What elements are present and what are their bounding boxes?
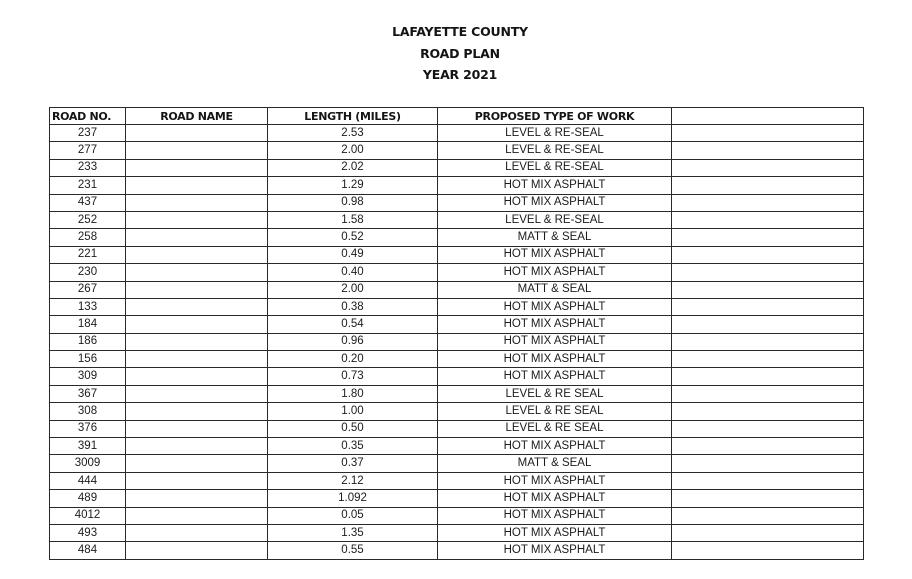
- table-row: [50, 211, 864, 228]
- cell-work-type: LEVEL & RE-SEAL: [438, 211, 672, 228]
- table-row: [50, 229, 864, 246]
- cell-road-name: [126, 159, 268, 176]
- cell-length: 0.50: [268, 420, 438, 437]
- cell-road-name: [126, 281, 268, 298]
- cell-work-type: MATT & SEAL: [438, 281, 672, 298]
- cell-blank: [672, 455, 864, 472]
- cell-blank: [672, 246, 864, 263]
- table-row: [50, 159, 864, 176]
- table-row: [50, 472, 864, 489]
- cell-blank: [672, 229, 864, 246]
- table-row: [50, 490, 864, 507]
- cell-road-name: [126, 472, 268, 489]
- cell-length: 2.02: [268, 159, 438, 176]
- document-title-plan: ROAD PLAN: [420, 46, 500, 61]
- cell-blank: [672, 333, 864, 350]
- cell-work-type: LEVEL & RE SEAL: [438, 385, 672, 402]
- cell-work-type: HOT MIX ASPHALT: [438, 507, 672, 524]
- header-road-name: ROAD NAME: [126, 108, 268, 125]
- cell-road-no: 133: [50, 298, 126, 315]
- table-body: [50, 125, 864, 560]
- cell-road-name: [126, 177, 268, 194]
- cell-work-type: HOT MIX ASPHALT: [438, 438, 672, 455]
- document-title-county: LAFAYETTE COUNTY: [392, 24, 528, 39]
- cell-road-no: 258: [50, 229, 126, 246]
- cell-blank: [672, 177, 864, 194]
- table-row: [50, 524, 864, 541]
- cell-work-type: HOT MIX ASPHALT: [438, 264, 672, 281]
- header-work-type: PROPOSED TYPE OF WORK: [438, 108, 672, 125]
- cell-road-name: [126, 455, 268, 472]
- cell-road-no: 309: [50, 368, 126, 385]
- cell-work-type: MATT & SEAL: [438, 229, 672, 246]
- cell-road-no: 233: [50, 159, 126, 176]
- cell-blank: [672, 316, 864, 333]
- cell-road-no: 221: [50, 246, 126, 263]
- cell-blank: [672, 438, 864, 455]
- cell-blank: [672, 159, 864, 176]
- cell-road-name: [126, 420, 268, 437]
- cell-length: 0.96: [268, 333, 438, 350]
- cell-work-type: HOT MIX ASPHALT: [438, 490, 672, 507]
- table-row: [50, 507, 864, 524]
- cell-length: 0.38: [268, 298, 438, 315]
- cell-work-type: HOT MIX ASPHALT: [438, 472, 672, 489]
- cell-blank: [672, 524, 864, 541]
- cell-road-name: [126, 125, 268, 142]
- cell-road-no: 493: [50, 524, 126, 541]
- cell-road-name: [126, 351, 268, 368]
- cell-road-name: [126, 368, 268, 385]
- cell-blank: [672, 420, 864, 437]
- table-row: [50, 125, 864, 142]
- cell-length: 1.58: [268, 211, 438, 228]
- cell-length: 2.00: [268, 281, 438, 298]
- cell-length: 0.35: [268, 438, 438, 455]
- cell-blank: [672, 385, 864, 402]
- cell-road-no: 267: [50, 281, 126, 298]
- cell-blank: [672, 194, 864, 211]
- cell-length: 0.05: [268, 507, 438, 524]
- cell-road-name: [126, 264, 268, 281]
- cell-work-type: LEVEL & RE SEAL: [438, 403, 672, 420]
- cell-work-type: HOT MIX ASPHALT: [438, 524, 672, 541]
- cell-length: 1.00: [268, 403, 438, 420]
- cell-road-name: [126, 194, 268, 211]
- cell-blank: [672, 507, 864, 524]
- cell-road-name: [126, 211, 268, 228]
- cell-length: 1.35: [268, 524, 438, 541]
- cell-road-name: [126, 403, 268, 420]
- cell-length: 2.53: [268, 125, 438, 142]
- cell-length: 0.98: [268, 194, 438, 211]
- cell-road-name: [126, 298, 268, 315]
- table-row: [50, 142, 864, 159]
- cell-road-no: 308: [50, 403, 126, 420]
- cell-blank: [672, 142, 864, 159]
- cell-length: 0.73: [268, 368, 438, 385]
- cell-work-type: HOT MIX ASPHALT: [438, 246, 672, 263]
- cell-length: 1.29: [268, 177, 438, 194]
- cell-road-no: 184: [50, 316, 126, 333]
- table-row: [50, 542, 864, 559]
- cell-length: 1.092: [268, 490, 438, 507]
- table-row: [50, 281, 864, 298]
- table-row: [50, 246, 864, 263]
- cell-road-name: [126, 229, 268, 246]
- road-plan-table: [49, 107, 864, 560]
- table-header-row: [50, 108, 864, 125]
- table-row: [50, 438, 864, 455]
- cell-work-type: LEVEL & RE-SEAL: [438, 142, 672, 159]
- table-row: [50, 455, 864, 472]
- cell-work-type: HOT MIX ASPHALT: [438, 542, 672, 559]
- cell-road-no: 391: [50, 438, 126, 455]
- header-blank: [672, 108, 864, 125]
- cell-work-type: HOT MIX ASPHALT: [438, 177, 672, 194]
- table-row: [50, 264, 864, 281]
- cell-road-name: [126, 507, 268, 524]
- cell-work-type: HOT MIX ASPHALT: [438, 194, 672, 211]
- cell-road-no: 484: [50, 542, 126, 559]
- cell-blank: [672, 211, 864, 228]
- cell-work-type: HOT MIX ASPHALT: [438, 351, 672, 368]
- cell-blank: [672, 298, 864, 315]
- cell-length: 0.52: [268, 229, 438, 246]
- cell-road-name: [126, 333, 268, 350]
- table-row: [50, 298, 864, 315]
- cell-blank: [672, 351, 864, 368]
- cell-road-name: [126, 438, 268, 455]
- cell-blank: [672, 125, 864, 142]
- cell-work-type: LEVEL & RE-SEAL: [438, 159, 672, 176]
- table-row: [50, 316, 864, 333]
- document-title-year: YEAR 2021: [422, 67, 498, 82]
- cell-road-name: [126, 316, 268, 333]
- table-row: [50, 420, 864, 437]
- cell-road-name: [126, 385, 268, 402]
- table-row: [50, 177, 864, 194]
- table-row: [50, 385, 864, 402]
- cell-length: 0.54: [268, 316, 438, 333]
- cell-road-no: 156: [50, 351, 126, 368]
- cell-work-type: HOT MIX ASPHALT: [438, 368, 672, 385]
- cell-work-type: LEVEL & RE SEAL: [438, 420, 672, 437]
- cell-blank: [672, 368, 864, 385]
- cell-blank: [672, 472, 864, 489]
- cell-work-type: HOT MIX ASPHALT: [438, 333, 672, 350]
- cell-blank: [672, 490, 864, 507]
- cell-road-no: 489: [50, 490, 126, 507]
- cell-length: 0.49: [268, 246, 438, 263]
- cell-work-type: MATT & SEAL: [438, 455, 672, 472]
- cell-road-no: 231: [50, 177, 126, 194]
- cell-length: 0.55: [268, 542, 438, 559]
- cell-road-name: [126, 524, 268, 541]
- cell-length: 0.20: [268, 351, 438, 368]
- table-row: [50, 368, 864, 385]
- cell-blank: [672, 542, 864, 559]
- table-row: [50, 194, 864, 211]
- table-row: [50, 333, 864, 350]
- cell-blank: [672, 403, 864, 420]
- cell-road-no: 230: [50, 264, 126, 281]
- header-road-no: ROAD NO.: [50, 108, 126, 125]
- cell-road-name: [126, 490, 268, 507]
- cell-road-no: 3009: [50, 455, 126, 472]
- cell-length: 2.00: [268, 142, 438, 159]
- cell-length: 0.40: [268, 264, 438, 281]
- cell-road-no: 277: [50, 142, 126, 159]
- header-length: LENGTH (MILES): [268, 108, 438, 125]
- cell-road-no: 376: [50, 420, 126, 437]
- cell-blank: [672, 281, 864, 298]
- cell-work-type: HOT MIX ASPHALT: [438, 298, 672, 315]
- table-row: [50, 351, 864, 368]
- cell-road-name: [126, 542, 268, 559]
- cell-length: 0.37: [268, 455, 438, 472]
- cell-length: 1.80: [268, 385, 438, 402]
- table-row: [50, 403, 864, 420]
- cell-road-name: [126, 246, 268, 263]
- cell-road-no: 367: [50, 385, 126, 402]
- cell-road-name: [126, 142, 268, 159]
- cell-road-no: 237: [50, 125, 126, 142]
- cell-road-no: 4012: [50, 507, 126, 524]
- cell-road-no: 252: [50, 211, 126, 228]
- cell-work-type: HOT MIX ASPHALT: [438, 316, 672, 333]
- cell-blank: [672, 264, 864, 281]
- cell-road-no: 437: [50, 194, 126, 211]
- cell-road-no: 444: [50, 472, 126, 489]
- cell-work-type: LEVEL & RE-SEAL: [438, 125, 672, 142]
- cell-length: 2.12: [268, 472, 438, 489]
- cell-road-no: 186: [50, 333, 126, 350]
